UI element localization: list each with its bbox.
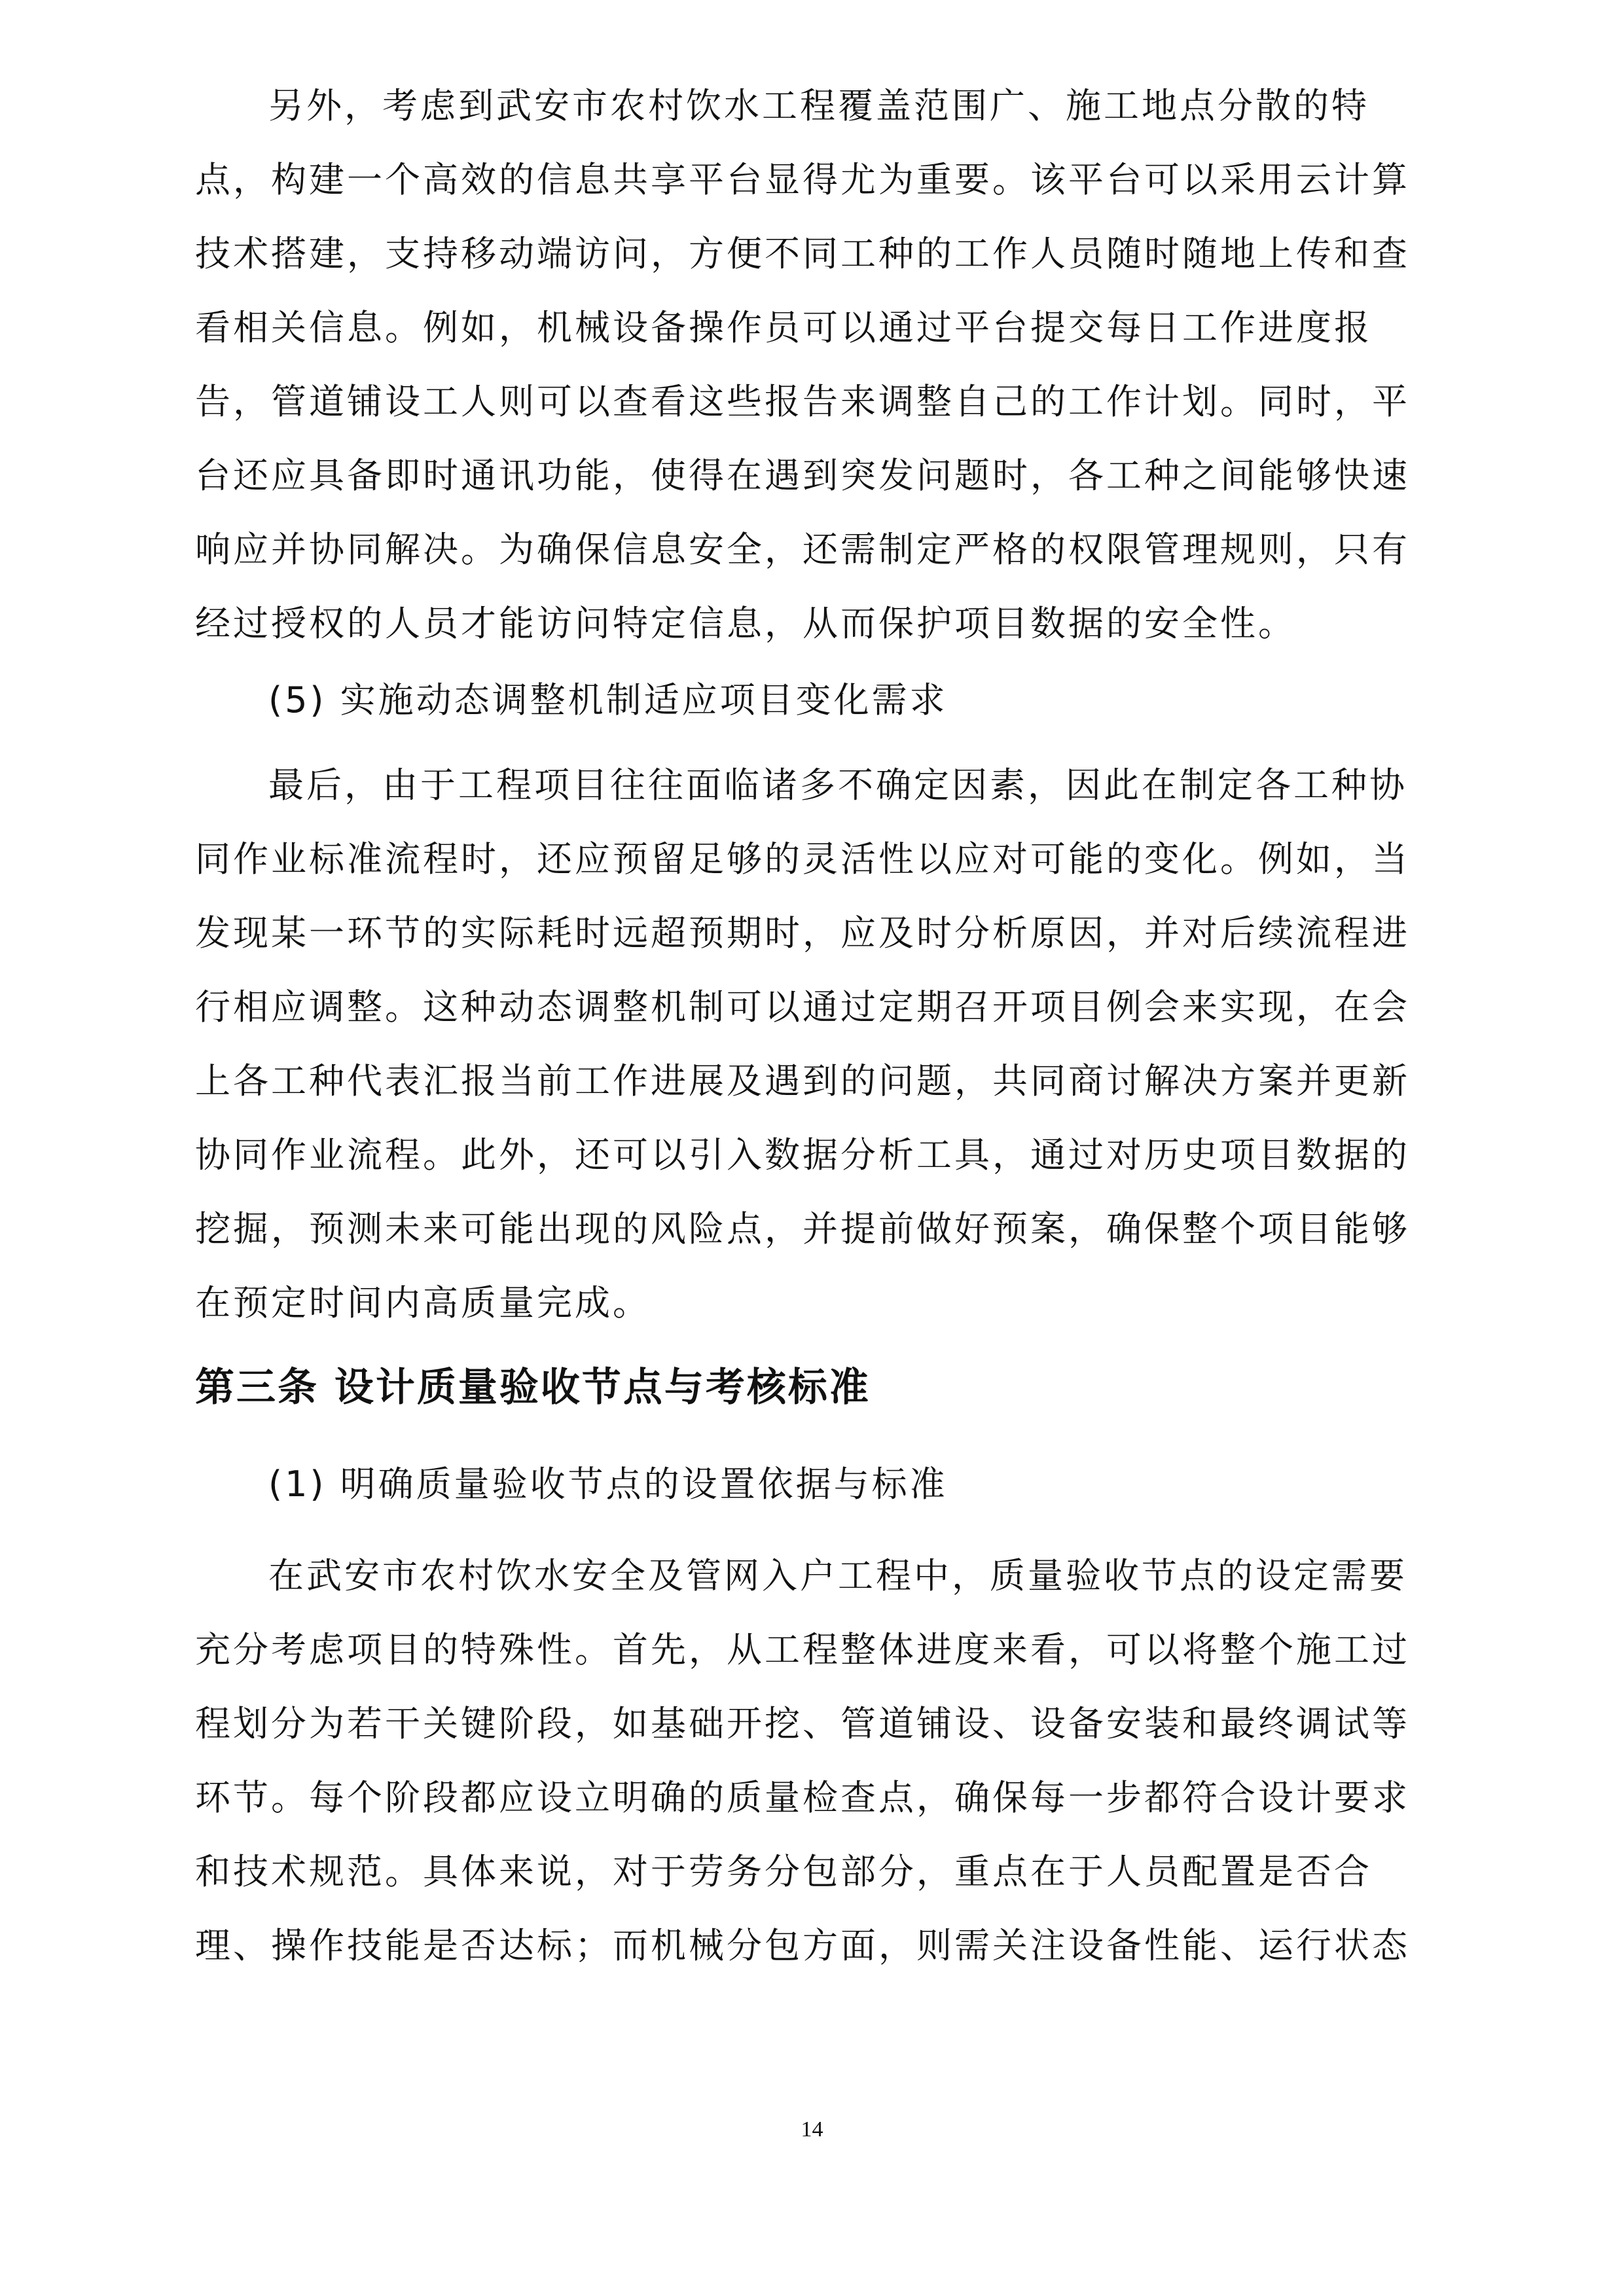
paragraph-line: 发现某一环节的实际耗时远超预期时，应及时分析原因，并对后续流程进 [195,912,1410,954]
paragraph-line: 在武安市农村饮水安全及管网入户工程中，质量验收节点的设定需要 [268,1555,1407,1596]
paragraph-line: 经过授权的人员才能访问特定信息，从而保护项目数据的安全性。 [195,603,1296,644]
paragraph-line: 台还应具备即时通讯功能，使得在遇到突发问题时，各工种之间能够快速 [195,455,1410,496]
paragraph-line: 同作业标准流程时，还应预留足够的灵活性以应对可能的变化。例如，当 [195,838,1410,880]
paragraph-line: 点，构建一个高效的信息共享平台显得尤为重要。该平台可以采用云计算 [195,159,1410,200]
paragraph-line: 行相应调整。这种动态调整机制可以通过定期召开项目例会来实现，在会 [195,986,1410,1028]
paragraph-line: 充分考虑项目的特殊性。首先，从工程整体进度来看，可以将整个施工过 [195,1629,1410,1670]
paragraph-line: 看相关信息。例如，机械设备操作员可以通过平台提交每日工作进度报 [195,307,1372,348]
paragraph-line: 协同作业流程。此外，还可以引入数据分析工具，通过对历史项目数据的 [195,1134,1410,1175]
paragraph-line: 和技术规范。具体来说，对于劳务分包部分，重点在于人员配置是否合 [195,1851,1372,1892]
paragraph-line: 另外，考虑到武安市农村饮水工程覆盖范围广、施工地点分散的特 [268,85,1369,126]
paragraph-line: 环节。每个阶段都应设立明确的质量检查点，确保每一步都符合设计要求 [195,1777,1410,1818]
paragraph-line: 上各工种代表汇报当前工作进展及遇到的问题，共同商讨解决方案并更新 [195,1060,1410,1102]
paragraph-line: 响应并协同解决。为确保信息安全，还需制定严格的权限管理规则，只有 [195,529,1410,570]
paragraph-line: 程划分为若干关键阶段，如基础开挖、管道铺设、设备安装和最终调试等 [195,1703,1410,1744]
paragraph-line: 技术搭建，支持移动端访问，方便不同工种的工作人员随时随地上传和查 [195,233,1410,274]
paragraph-line: 告，管道铺设工人则可以查看这些报告来调整自己的工作计划。同时，平 [195,381,1410,422]
paragraph-line: 最后，由于工程项目往往面临诸多不确定因素，因此在制定各工种协 [268,764,1407,806]
section-heading: 第三条 设计质量验收节点与考核标准 [195,1365,871,1410]
subheading-1: (1) 明确质量验收节点的设置依据与标准 [268,1463,948,1505]
subheading-5: (5) 实施动态调整机制适应项目变化需求 [268,679,948,721]
paragraph-line: 在预定时间内高质量完成。 [195,1282,651,1323]
paragraph-line: 挖掘，预测未来可能出现的风险点，并提前做好预案，确保整个项目能够 [195,1208,1410,1249]
paragraph-line: 理、操作技能是否达标；而机械分包方面，则需关注设备性能、运行状态 [195,1925,1410,1966]
page-number: 14 [801,2117,823,2142]
